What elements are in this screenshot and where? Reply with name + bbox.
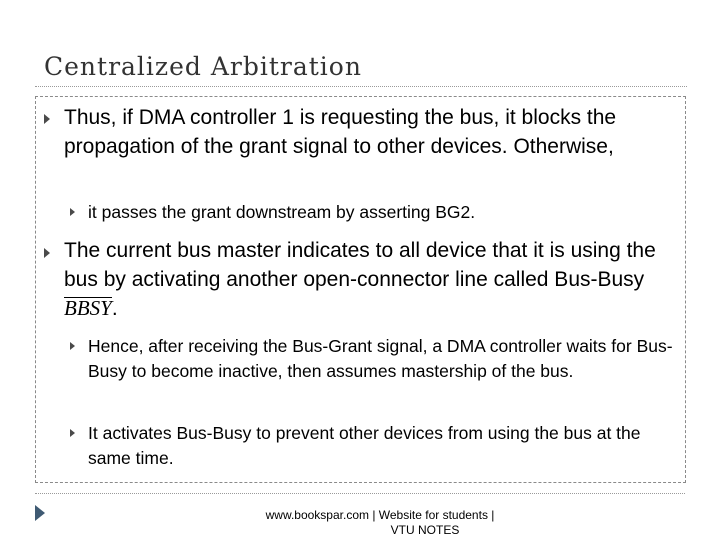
bullet-arrow-icon — [44, 114, 50, 124]
bbsy-signal: BBSY — [64, 296, 112, 320]
footer — [220, 508, 540, 538]
sub-bullet-arrow-icon — [70, 342, 75, 350]
slide-title: Centralized Arbitration — [44, 52, 362, 81]
bullet-2-text — [64, 236, 674, 323]
bullet-1-sub-1-text: it passes the grant downstream by asserting BG2. — [88, 202, 476, 222]
bullet-2-sub-1-text: Hence, after receiving the Bus-Grant signal, a DMA controller waits for Bus-Busy to become inactive, then assumes mastership of the bus. — [88, 336, 673, 381]
nav-arrow-icon — [35, 505, 45, 521]
bullet-arrow-icon — [44, 248, 50, 258]
bullet-2-period: . — [111, 297, 118, 320]
title-divider — [35, 86, 687, 87]
footer-divider — [35, 493, 685, 494]
bullet-2-sub-2-text: It activates Bus-Busy to prevent other devices from using the bus at the same time. — [88, 423, 641, 468]
bullet-2-main: The current bus master indicates to all device that it is using the bus by activating another open-connector line called Bus-Busy — [64, 239, 656, 291]
footer-line-2: VTU NOTES — [390, 523, 460, 537]
sub-bullet-arrow-icon — [70, 208, 75, 216]
sub-bullet-arrow-icon — [70, 429, 75, 437]
footer-line-1: www.bookspar.com | Website for students | — [265, 508, 495, 522]
bullet-1-text: Thus, if DMA controller 1 is requesting the bus, it blocks the propagation of the grant signal to other devices. Otherwise, — [64, 106, 617, 158]
